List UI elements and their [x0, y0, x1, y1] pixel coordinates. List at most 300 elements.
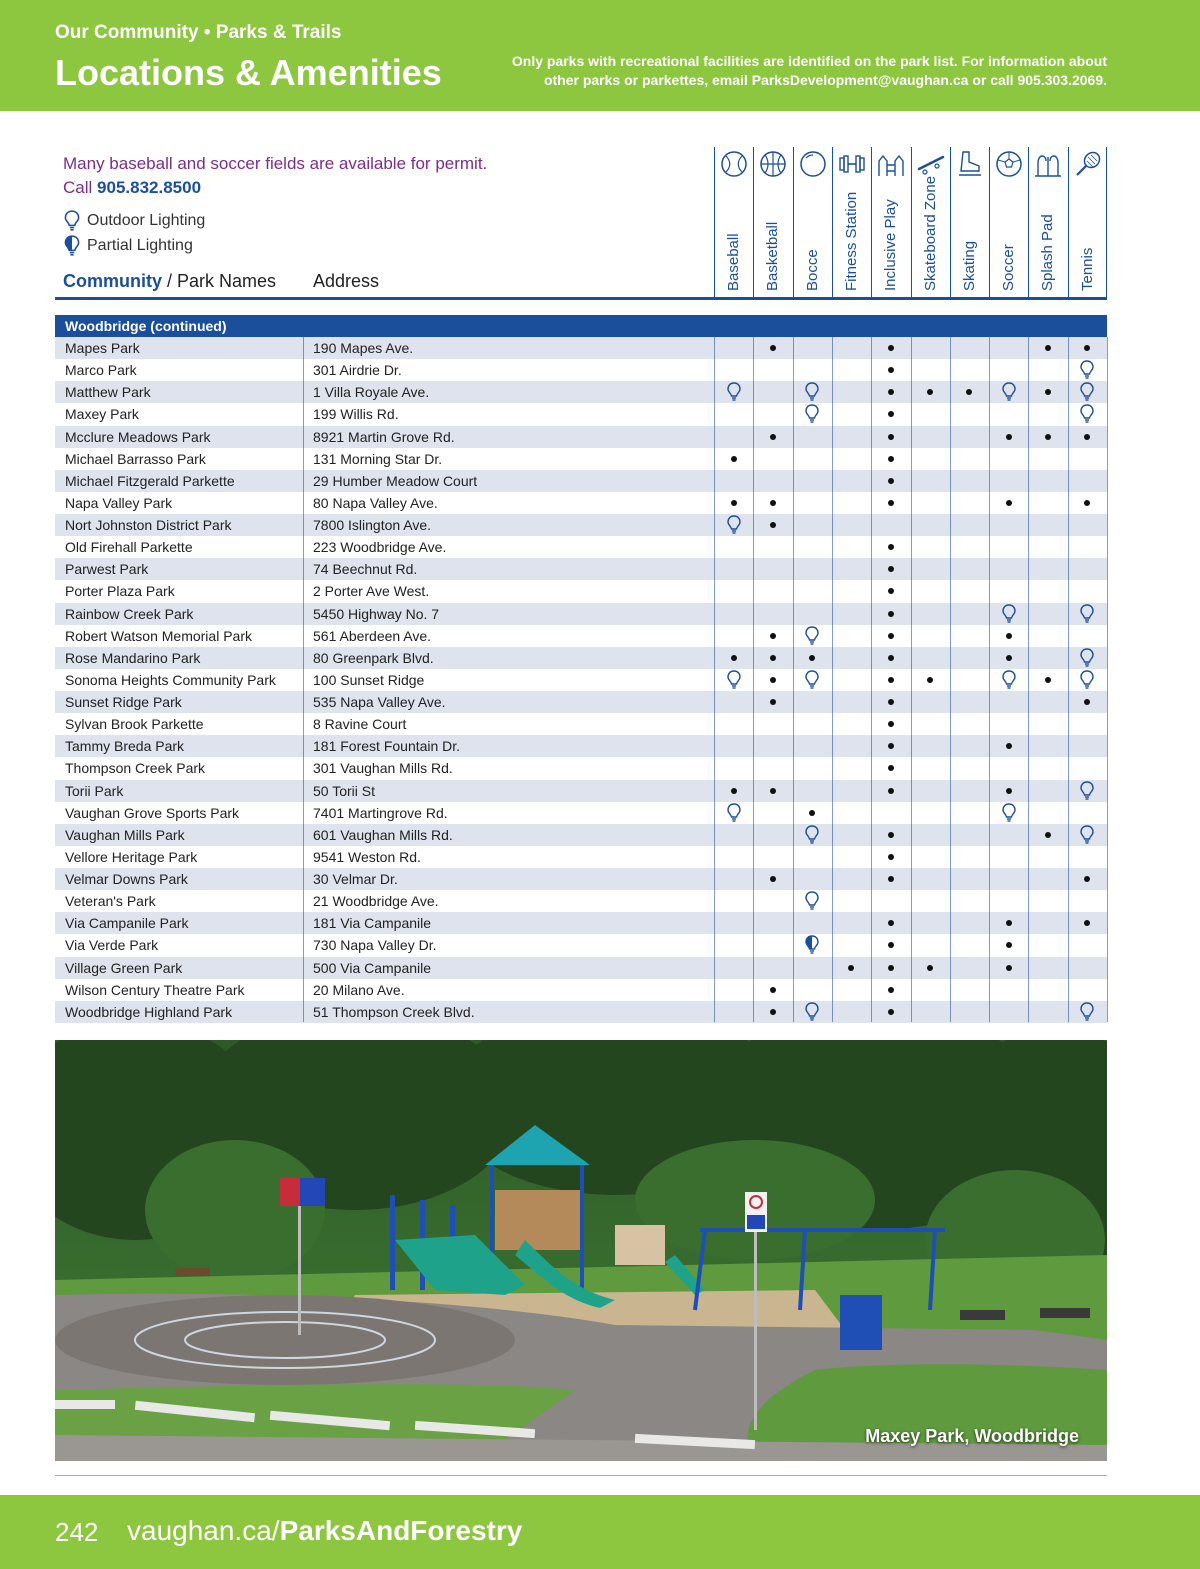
park-address: 500 Via Campanile	[313, 959, 432, 976]
park-address: 2 Porter Ave West.	[313, 583, 430, 600]
park-name: Sunset Ridge Park	[65, 694, 182, 710]
park-name: Robert Watson Memorial Park	[65, 627, 252, 644]
park-name: Thompson Creek Park	[65, 760, 206, 777]
dot-mark	[888, 721, 894, 727]
outdoor-lighting-icon	[1068, 403, 1107, 425]
amenity-label: Soccer	[1000, 244, 1018, 291]
park-address: 223 Woodbridge Ave.	[313, 539, 447, 556]
park-name: Michael Barrasso Park	[65, 450, 206, 467]
playground-photo	[55, 1040, 1107, 1461]
amenity-dot	[1028, 426, 1067, 448]
amenity-label: Tennis	[1078, 247, 1096, 291]
amenity-dot	[753, 979, 792, 1001]
dot-mark	[888, 788, 894, 794]
dot-mark	[809, 810, 815, 816]
amenity-dot	[989, 957, 1028, 979]
amenity-dot	[871, 824, 910, 846]
park-name: Rainbow Creek Park	[65, 605, 194, 622]
legend-outdoor-label: Outdoor Lighting	[87, 211, 206, 229]
amenity-dot	[753, 780, 792, 802]
outdoor-lighting-icon	[793, 381, 832, 403]
amenity-dot	[989, 934, 1028, 956]
community-heading: Community	[63, 271, 162, 291]
dumbbell-icon	[837, 149, 867, 179]
dot-mark	[731, 788, 737, 794]
amenity-dot	[871, 757, 910, 779]
park-names-heading: / Park Names	[162, 271, 277, 291]
amenity-dot	[871, 381, 910, 403]
park-name: Matthew Park	[65, 384, 151, 401]
outdoor-lighting-icon	[1068, 603, 1107, 625]
amenity-dot	[911, 669, 950, 691]
amenity-dot	[1068, 691, 1107, 713]
park-address: 20 Milano Ave.	[313, 981, 405, 998]
park-name: Maxey Park	[65, 406, 139, 423]
amenity-dot	[714, 448, 753, 470]
amenity-dot	[989, 625, 1028, 647]
park-address: 51 Thompson Creek Blvd.	[313, 1003, 475, 1020]
park-address: 131 Morning Star Dr.	[313, 450, 443, 467]
park-address: 80 Napa Valley Ave.	[313, 494, 438, 511]
amenity-dot	[871, 647, 910, 669]
dot-mark	[888, 876, 894, 882]
amenity-dot	[871, 580, 910, 602]
photo-caption: Maxey Park, Woodbridge	[865, 1426, 1079, 1446]
amenity-dot	[832, 957, 871, 979]
dot-mark	[888, 588, 894, 594]
amenity-dot	[871, 337, 910, 359]
dot-mark	[888, 854, 894, 860]
outdoor-lighting-icon	[1068, 647, 1107, 669]
park-address: 7401 Martingrove Rd.	[313, 804, 448, 821]
amenity-dot	[871, 780, 910, 802]
footer-url[interactable]	[127, 1515, 522, 1547]
dot-mark	[770, 522, 776, 528]
park-address: 8 Ravine Court	[313, 716, 407, 733]
park-address: 561 Aberdeen Ave.	[313, 627, 432, 644]
legend-outdoor	[63, 208, 205, 233]
column-divider	[911, 337, 912, 1022]
column-divider	[989, 337, 990, 1022]
park-address: 181 Via Campanile	[313, 915, 432, 932]
dot-mark	[1084, 434, 1090, 440]
column-divider	[714, 337, 715, 1022]
dot-mark	[731, 655, 737, 661]
park-address: 5450 Highway No. 7	[313, 605, 440, 622]
table-column-heads	[63, 271, 380, 292]
dot-mark	[848, 965, 854, 971]
dot-mark	[770, 788, 776, 794]
park-name: Tammy Breda Park	[65, 738, 185, 755]
dot-mark	[1045, 677, 1051, 683]
amenity-dot	[871, 448, 910, 470]
amenity-dot	[989, 780, 1028, 802]
outdoor-lighting-icon	[1068, 381, 1107, 403]
park-name: Vaughan Mills Park	[65, 826, 185, 843]
park-name: Vaughan Grove Sports Park	[65, 804, 240, 821]
call-label: Call	[63, 178, 93, 197]
outdoor-lighting-icon	[793, 1001, 832, 1023]
tennis-icon	[1073, 149, 1103, 179]
amenity-dot	[871, 625, 910, 647]
outdoor-lighting-icon	[714, 514, 753, 536]
park-name: Woodbridge Highland Park	[65, 1003, 233, 1020]
soccer-ball-icon	[994, 149, 1024, 179]
park-name: Mcclure Meadows Park	[65, 428, 211, 445]
amenity-dot	[1068, 868, 1107, 890]
amenity-dot	[871, 536, 910, 558]
amenity-dot	[753, 337, 792, 359]
dot-mark	[888, 434, 894, 440]
dot-mark	[770, 987, 776, 993]
park-address: 535 Napa Valley Ave.	[313, 694, 446, 710]
amenity-dot	[1028, 381, 1067, 403]
amenity-dot	[871, 957, 910, 979]
outdoor-lighting-icon	[1068, 824, 1107, 846]
dot-mark	[888, 965, 894, 971]
dot-mark	[770, 434, 776, 440]
park-address: 74 Beechnut Rd.	[313, 561, 418, 578]
dot-mark	[888, 389, 894, 395]
dot-mark	[731, 456, 737, 462]
amenity-dot	[793, 647, 832, 669]
park-address: 9541 Weston Rd.	[313, 848, 421, 865]
dot-mark	[888, 456, 894, 462]
amenity-dot	[1028, 824, 1067, 846]
amenity-label: Skating	[960, 240, 978, 291]
park-address: 1 Villa Royale Ave.	[313, 384, 430, 401]
bocce-icon	[798, 149, 828, 179]
dot-mark	[888, 500, 894, 506]
permit-phone: 905.832.8500	[97, 178, 202, 197]
outdoor-lighting-icon	[714, 669, 753, 691]
dot-mark	[770, 699, 776, 705]
park-name: Village Green Park	[65, 959, 183, 976]
park-name: Rose Mandarino Park	[65, 649, 201, 666]
playground-icon	[876, 149, 906, 179]
outdoor-lighting-icon	[989, 669, 1028, 691]
amenity-column-basketball	[753, 147, 792, 297]
amenity-dot	[911, 957, 950, 979]
dot-mark	[927, 389, 933, 395]
skate-icon	[955, 149, 985, 179]
partial-lighting-icon	[63, 235, 81, 257]
amenity-column-soccer	[989, 147, 1028, 297]
page-number: 242	[55, 1517, 99, 1547]
dot-mark	[1084, 876, 1090, 882]
basketball-icon	[758, 149, 788, 179]
column-divider	[950, 337, 951, 1022]
park-name: Sonoma Heights Community Park	[65, 671, 276, 688]
dot-mark	[888, 566, 894, 572]
amenity-dot	[714, 780, 753, 802]
dot-mark	[1045, 345, 1051, 351]
park-name: Michael Fitzgerald Parkette	[65, 472, 235, 489]
amenity-column-tennis	[1068, 147, 1107, 297]
dot-mark	[809, 655, 815, 661]
splash-pad-icon	[1033, 149, 1063, 179]
amenity-dot	[871, 713, 910, 735]
park-address: 21 Woodbridge Ave.	[313, 893, 439, 910]
legend-partial	[63, 233, 205, 258]
dot-mark	[888, 743, 894, 749]
amenity-dot	[989, 735, 1028, 757]
park-name: Veteran's Park	[65, 893, 156, 910]
amenity-column-fitness-station	[832, 147, 871, 297]
dot-mark	[888, 478, 894, 484]
park-address: 190 Mapes Ave.	[313, 340, 414, 356]
dot-mark	[1006, 743, 1012, 749]
amenity-dot	[871, 868, 910, 890]
outdoor-lighting-icon	[1068, 780, 1107, 802]
amenity-label: Splash Pad	[1039, 214, 1057, 291]
amenity-dot	[871, 1001, 910, 1023]
amenity-dot	[753, 647, 792, 669]
dot-mark	[966, 389, 972, 395]
park-name: Mapes Park	[65, 340, 140, 356]
amenity-column-skateboard-zone	[911, 147, 950, 297]
dot-mark	[888, 544, 894, 550]
park-name: Parwest Park	[65, 561, 149, 578]
outdoor-lighting-icon	[1068, 359, 1107, 381]
amenity-dot	[753, 426, 792, 448]
amenity-dot	[950, 381, 989, 403]
amenity-dot	[1068, 492, 1107, 514]
dot-mark	[1045, 389, 1051, 395]
dot-mark	[770, 677, 776, 683]
dot-mark	[770, 633, 776, 639]
amenity-dot	[714, 647, 753, 669]
outdoor-lighting-icon	[714, 802, 753, 824]
park-address: 8921 Martin Grove Rd.	[313, 428, 455, 445]
partial-lighting-icon	[793, 934, 832, 956]
park-name: Marco Park	[65, 362, 137, 379]
dot-mark	[888, 699, 894, 705]
dot-mark	[888, 677, 894, 683]
park-address: 601 Vaughan Mills Rd.	[313, 826, 453, 843]
dot-mark	[770, 655, 776, 661]
amenity-dot	[714, 492, 753, 514]
park-name: Nort Johnston District Park	[65, 517, 232, 533]
dot-mark	[1006, 942, 1012, 948]
amenity-dot	[1068, 337, 1107, 359]
dot-mark	[1084, 699, 1090, 705]
dot-mark	[888, 987, 894, 993]
lighting-legend	[63, 208, 205, 258]
dot-mark	[770, 1009, 776, 1015]
amenity-dot	[1028, 337, 1067, 359]
amenity-dot	[871, 934, 910, 956]
park-address: 199 Willis Rd.	[313, 406, 399, 423]
park-address: 301 Airdrie Dr.	[313, 362, 402, 379]
dot-mark	[888, 832, 894, 838]
dot-mark	[1084, 345, 1090, 351]
dot-mark	[1006, 788, 1012, 794]
amenity-dot	[1068, 912, 1107, 934]
park-name: Torii Park	[65, 782, 124, 799]
permit-intro	[63, 152, 487, 200]
column-divider	[871, 337, 872, 1022]
dot-mark	[888, 611, 894, 617]
permit-call	[63, 176, 487, 200]
amenity-dot	[871, 603, 910, 625]
amenity-label: Fitness Station	[842, 191, 860, 291]
dot-mark	[770, 500, 776, 506]
amenity-dot	[871, 426, 910, 448]
park-address: 301 Vaughan Mills Rd.	[313, 760, 453, 777]
dot-mark	[888, 942, 894, 948]
outdoor-lighting-icon	[793, 890, 832, 912]
bottom-rule	[55, 1475, 1107, 1476]
outdoor-lighting-icon	[1068, 1001, 1107, 1023]
park-name: Porter Plaza Park	[65, 583, 175, 600]
amenity-dot	[871, 470, 910, 492]
dot-mark	[888, 1009, 894, 1015]
amenity-dot	[871, 492, 910, 514]
amenity-dot	[1028, 669, 1067, 691]
column-divider	[832, 337, 833, 1022]
amenity-dot	[871, 359, 910, 381]
outdoor-lighting-icon	[793, 625, 832, 647]
baseball-icon	[719, 149, 749, 179]
amenity-label: Skateboard Zone	[921, 175, 939, 291]
dot-mark	[888, 920, 894, 926]
amenity-label: Basketball	[764, 221, 782, 291]
dot-mark	[1084, 500, 1090, 506]
park-address: 29 Humber Meadow Court	[313, 472, 478, 489]
park-name: Via Verde Park	[65, 937, 159, 954]
amenity-column-baseball	[714, 147, 753, 297]
amenity-dot	[753, 514, 792, 536]
dot-mark	[770, 345, 776, 351]
amenity-dot	[753, 625, 792, 647]
permit-text: Many baseball and soccer fields are available for permit.	[63, 154, 488, 173]
dot-mark	[888, 633, 894, 639]
column-divider	[753, 337, 754, 1022]
outdoor-lighting-icon	[989, 802, 1028, 824]
dot-mark	[927, 965, 933, 971]
park-name: Velmar Downs Park	[65, 871, 188, 887]
amenity-label: Bocce	[803, 249, 821, 291]
header-note-line1: Only parks with recreational facilities are identified on the park list. For information about	[511, 53, 1107, 69]
amenity-label: Inclusive Play	[882, 199, 900, 291]
dot-mark	[927, 677, 933, 683]
outdoor-lighting-icon	[1068, 669, 1107, 691]
amenity-column-skating	[950, 147, 989, 297]
dot-mark	[888, 765, 894, 771]
park-name: Via Campanile Park	[65, 915, 189, 932]
column-divider	[303, 337, 304, 1022]
header-note	[467, 52, 1107, 90]
amenity-dot	[989, 426, 1028, 448]
amenity-dot	[753, 691, 792, 713]
park-address: 30 Velmar Dr.	[313, 871, 398, 887]
park-name: Napa Valley Park	[65, 494, 173, 511]
section-kicker: Our Community • Parks & Trails	[55, 22, 342, 43]
dot-mark	[1006, 633, 1012, 639]
amenity-dot	[871, 691, 910, 713]
park-name: Old Firehall Parkette	[65, 539, 193, 556]
dot-mark	[1006, 920, 1012, 926]
dot-mark	[770, 876, 776, 882]
dot-mark	[1084, 920, 1090, 926]
column-divider	[1028, 337, 1029, 1022]
amenity-column-bocce	[793, 147, 832, 297]
amenity-dot	[871, 403, 910, 425]
amenity-dot	[871, 558, 910, 580]
legend-partial-label: Partial Lighting	[87, 236, 193, 254]
park-address: 100 Sunset Ridge	[313, 671, 425, 688]
address-heading: Address	[313, 271, 380, 291]
dot-mark	[888, 655, 894, 661]
park-address: 730 Napa Valley Dr.	[313, 937, 437, 954]
dot-mark	[1006, 655, 1012, 661]
dot-mark	[888, 411, 894, 417]
outdoor-lighting-icon	[793, 669, 832, 691]
dot-mark	[1006, 965, 1012, 971]
park-address: 7800 Islington Ave.	[313, 517, 432, 533]
park-name: Vellore Heritage Park	[65, 848, 198, 865]
amenity-dot	[989, 492, 1028, 514]
amenity-dot	[871, 979, 910, 1001]
dot-mark	[888, 345, 894, 351]
park-address: 50 Torii St	[313, 782, 375, 799]
footer-url-prefix: vaughan.ca/	[127, 1515, 280, 1546]
amenity-dot	[989, 912, 1028, 934]
park-name: Sylvan Brook Parkette	[65, 716, 204, 733]
outdoor-lighting-icon	[714, 381, 753, 403]
column-divider	[1068, 337, 1069, 1022]
outdoor-lighting-icon	[63, 210, 81, 232]
amenity-dot	[753, 1001, 792, 1023]
skateboard-icon	[916, 149, 946, 179]
park-address: 80 Greenpark Blvd.	[313, 649, 434, 666]
amenity-dot	[911, 381, 950, 403]
amenity-dot	[989, 647, 1028, 669]
header-note-line2: other parks or parkettes, email ParksDevelopment@vaughan.ca or call 905.303.2069.	[543, 72, 1107, 88]
park-photo	[55, 1040, 1107, 1461]
amenity-dot	[753, 492, 792, 514]
header-rule	[55, 297, 1107, 300]
outdoor-lighting-icon	[793, 403, 832, 425]
dot-mark	[1006, 500, 1012, 506]
amenity-dot	[793, 802, 832, 824]
park-address: 181 Forest Fountain Dr.	[313, 738, 461, 755]
amenity-column-splash-pad	[1028, 147, 1067, 297]
outdoor-lighting-icon	[793, 824, 832, 846]
dot-mark	[1045, 832, 1051, 838]
dot-mark	[1045, 434, 1051, 440]
dot-mark	[1006, 434, 1012, 440]
section-bar: Woodbridge (continued)	[55, 315, 1107, 337]
amenity-label: Baseball	[725, 233, 742, 291]
amenity-dot	[871, 846, 910, 868]
column-divider	[1107, 337, 1108, 1022]
column-divider	[793, 337, 794, 1022]
amenity-dot	[1068, 426, 1107, 448]
footer-url-path: ParksAndForestry	[279, 1515, 523, 1546]
dot-mark	[888, 367, 894, 373]
outdoor-lighting-icon	[989, 381, 1028, 403]
park-name: Wilson Century Theatre Park	[65, 981, 245, 998]
amenity-dot	[871, 669, 910, 691]
amenity-column-inclusive-play	[871, 147, 910, 297]
dot-mark	[731, 500, 737, 506]
amenity-dot	[753, 669, 792, 691]
outdoor-lighting-icon	[989, 603, 1028, 625]
amenity-dot	[871, 735, 910, 757]
amenity-dot	[871, 912, 910, 934]
